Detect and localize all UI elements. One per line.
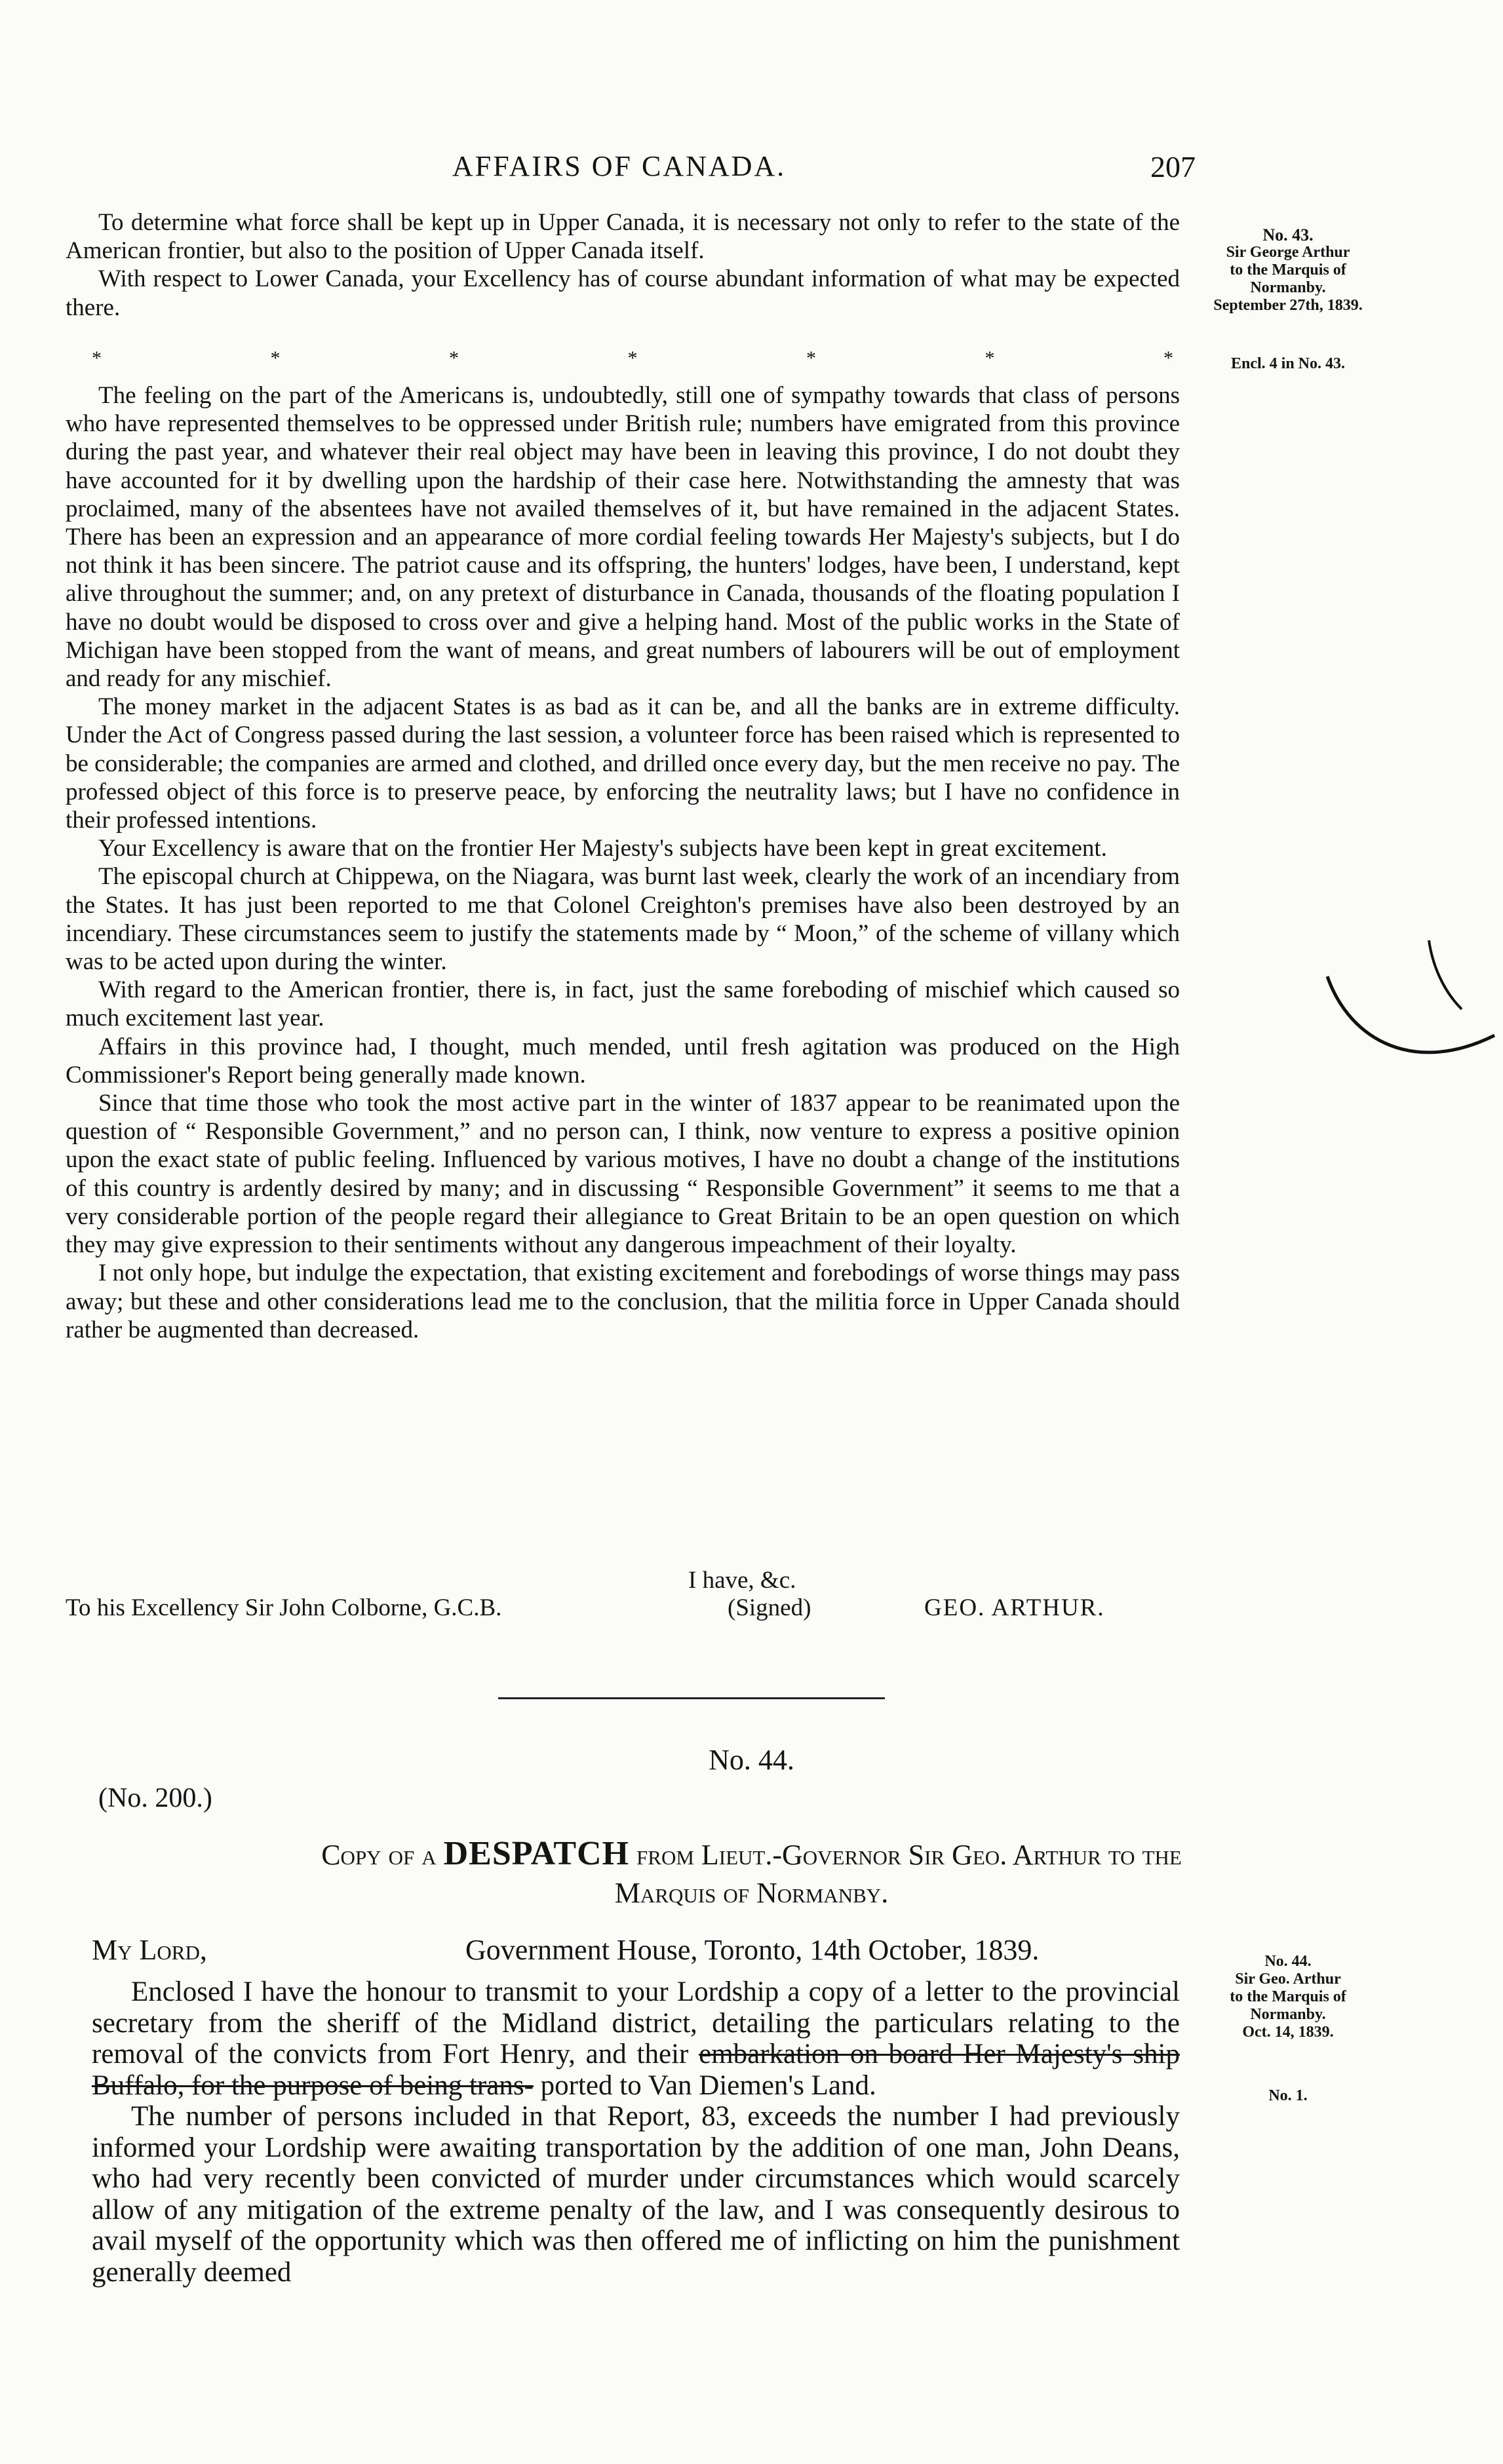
margin-note-line: Normanby. <box>1250 279 1326 296</box>
ellipsis-star: * <box>806 347 816 369</box>
heading-rest: from Lieut.-Governor Sir Geo. Arthur to the <box>636 1839 1182 1871</box>
paragraph <box>92 1976 1180 2101</box>
letter-1-body <box>66 381 1180 1344</box>
paragraph: The number of persons included in that Report, 83, exceeds the number I had previously informed your Lordship were awaiting transportation by the addition of one man, John Deans, who had very recently been convicted of murder under circumstances which would scarcely allow of any mitigation of the extreme penalty of the law, and I was consequently desirous to avail myself of the opportunity which was then offered me of inflicting on him the punishment generally deemed <box>92 2101 1180 2288</box>
closing-phrase: I have, &c. <box>688 1567 796 1594</box>
letter-1-opening <box>66 208 1180 322</box>
paragraph: With respect to Lower Canada, your Excellency has of course abundant information of what may be expected there. <box>66 265 1180 321</box>
paragraph: I not only hope, but indulge the expectation, that existing excitement and forebodings of worse things may pass away; but these and other considerations lead me to the conclusion, that the militia force in Upper Canada should rather be augmented than decreased. <box>66 1260 1180 1343</box>
ellipsis-star: * <box>270 347 281 369</box>
paragraph-text: ported to Van Diemen's Land. <box>540 2069 876 2101</box>
paragraph: The money market in the adjacent States is as bad as it can be, and all the banks are in extreme difficulty. Under the Act of Congress passed during the last session, a volunteer force has been raised which is represented to be considerable; the companies are armed and clothed, and drilled once every day, but the men receive no pay. The professed object of this force is to preserve peace, by enforcing the neutrality laws; but I have no confidence in their professed intentions. <box>66 693 1180 834</box>
addressee: To his Excellency Sir John Colborne, G.C.B. <box>66 1594 502 1621</box>
paragraph: To determine what force shall be kept up in Upper Canada, it is necessary not only to refer to the state of the American frontier, but also to the position of Upper Canada itself. <box>66 209 1180 265</box>
margin-note-line: Sir George Arthur <box>1226 244 1350 261</box>
signed-mark: (Signed) <box>728 1594 811 1621</box>
document-number: No. 44. <box>709 1744 794 1776</box>
paragraph: Your Excellency is aware that on the frontier Her Majesty's subjects have been kept in great excitement. <box>98 835 1107 862</box>
paragraph: With regard to the American frontier, there is, in fact, just the same foreboding of mischief which caused so much excitement last year. <box>66 976 1180 1032</box>
heading-line-1 <box>0 1835 1503 1874</box>
reference-number: (No. 200.) <box>98 1783 212 1813</box>
ellipsis-row <box>92 347 1173 370</box>
margin-note-letter-43 <box>1190 226 1386 315</box>
paragraph: Affairs in this province had, I thought, much mended, until fresh agitation was produced on the High Commissioner's Report being generally made known. <box>66 1033 1180 1088</box>
pen-stroke-mark <box>1324 937 1501 1107</box>
paragraph: Since that time those who took the most active part in the winter of 1837 appear to be reanimated upon the question of “ Responsible Government,” and no person can, I think, now venture to express a positive opinion upon the exact state of public feeling. Influenced by various motives, I have no doubt a change of the institutions of this country is ardently desired by many; and in discussing “ Responsible Government” it seems to me that a very considerable portion of the people regard their allegiance to Great Britain to be an open question on which they may give expression to their sentiments without any dangerous impeachment of their loyalty. <box>66 1090 1180 1259</box>
margin-note-enclosure-2: No. 1. <box>1268 2087 1308 2104</box>
margin-note-date: Oct. 14, 1839. <box>1242 2024 1334 2041</box>
margin-note-date: September 27th, 1839. <box>1213 297 1363 314</box>
despatch-body <box>92 1976 1180 2288</box>
margin-note-line: Normanby. <box>1250 2006 1326 2023</box>
heading-line-2: Marquis of Normanby. <box>614 1877 889 1909</box>
signature: GEO. ARTHUR. <box>924 1594 1105 1621</box>
place-date: Government House, Toronto, 14th October, 1839. <box>465 1934 1040 1966</box>
margin-note-line: to the Marquis of <box>1230 261 1346 279</box>
section-rule <box>498 1697 885 1699</box>
paragraph: The feeling on the part of the Americans is, undoubtedly, still one of sympathy towards that class of persons who have represented themselves to be oppressed under British rule; numbers have emigrated from this province during the past year, and whatever their real object may have been in leaving this province, I do not doubt they have accounted for it by dwelling upon the hardship of their case here. Notwithstanding the amnesty that was proclaimed, many of the absentees have not availed themselves of it, but have remained in the adjacent States. There has been an expression and an appearance of more cordial feeling towards Her Majesty's subjects, but I do not think it has been sincere. The patriot cause and its offspring, the hunters' lodges, have been, I understand, kept alive throughout the summer; and, on any pretext of disturbance in Canada, thousands of the floating population I have no doubt would be disposed to cross over and give a helping hand. Most of the public works in the State of Michigan have been stopped from the want of means, and great numbers of labourers will be out of employment and ready for any mischief. <box>66 382 1180 693</box>
ellipsis-star: * <box>1163 347 1173 369</box>
paragraph: The episcopal church at Chippewa, on the Niagara, was burnt last week, clearly the work of an incendiary from the States. It has just been reported to me that Colonel Creighton's premises have also been destroyed by an incendiary. These circumstances seem to justify the statements made by “ Moon,” of the scheme of villany which was to be acted upon during the winter. <box>66 863 1180 976</box>
margin-note-number: No. 44. <box>1264 1953 1312 1970</box>
ellipsis-star: * <box>985 347 995 369</box>
salutation: My Lord, <box>92 1934 207 1966</box>
margin-note-number: No. 43. <box>1262 225 1314 244</box>
running-head <box>0 149 1503 189</box>
ellipsis-star: * <box>449 347 459 369</box>
ellipsis-star: * <box>627 347 638 369</box>
despatch-heading <box>0 1835 1503 1912</box>
heading-despatch: DESPATCH <box>443 1835 630 1872</box>
margin-note-line: Sir Geo. Arthur <box>1235 1971 1341 1988</box>
ellipsis-star: * <box>92 347 102 369</box>
margin-note-enclosure: Encl. 4 in No. 43. <box>1230 355 1346 372</box>
heading-prefix: Copy of a <box>321 1839 437 1871</box>
margin-note-line: to the Marquis of <box>1230 1988 1346 2005</box>
struck-through-text: embarkation on board Her Majesty's ship Buffalo, for the purpose of being trans- <box>92 2039 1180 2101</box>
page-number: 207 <box>1150 150 1196 183</box>
margin-note-letter-44 <box>1190 1953 1386 2041</box>
paragraph-text: Enclosed I have the honour to transmit to your Lordship a copy of a letter to the provincial secretary from the sheriff of the Midland district, detailing the particulars relating to the removal of the convicts from Fort Henry, and their <box>92 1976 1180 2069</box>
running-title: AFFAIRS OF CANADA. <box>452 150 787 182</box>
